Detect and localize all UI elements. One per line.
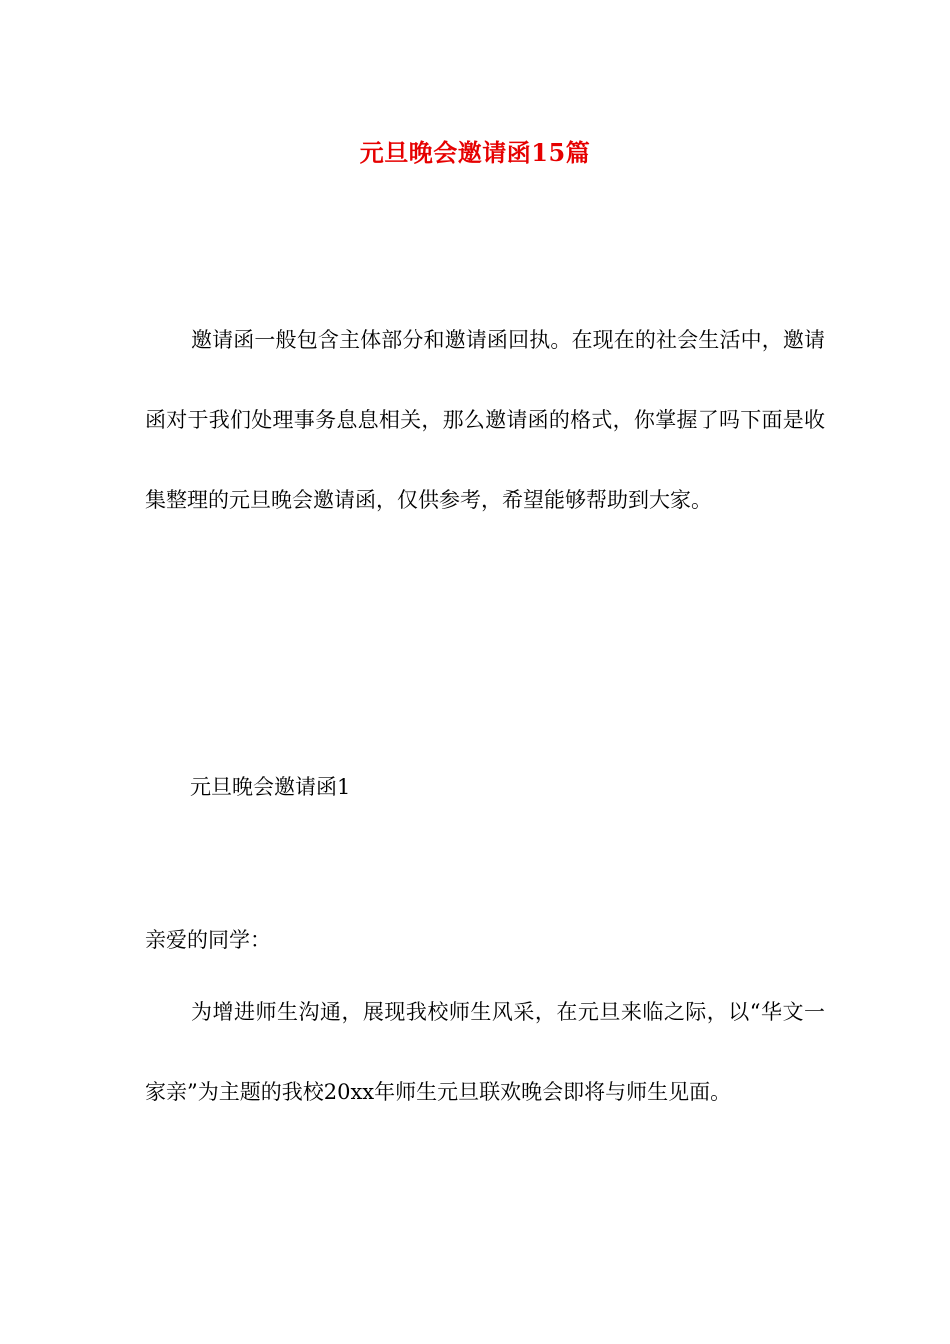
document-title: 元旦晚会邀请函15篇	[359, 138, 591, 167]
section-heading: 元旦晚会邀请函1	[190, 775, 351, 799]
body-paragraph: 为增进师生沟通，展现我校师生风采，在元旦来临之际，以“华文一家亲”为主题的我校20xx年师生元旦联欢晚会即将与师生见面。	[145, 1000, 825, 1104]
intro-paragraph: 邀请函一般包含主体部分和邀请函回执。在现在的社会生活中，邀请函对于我们处理事务息息相关，那么邀请函的格式，你掌握了吗下面是收集整理的元旦晚会邀请函，仅供参考，希望能够帮助到大家。	[145, 328, 825, 512]
greeting-line: 亲爱的同学：	[145, 928, 271, 952]
